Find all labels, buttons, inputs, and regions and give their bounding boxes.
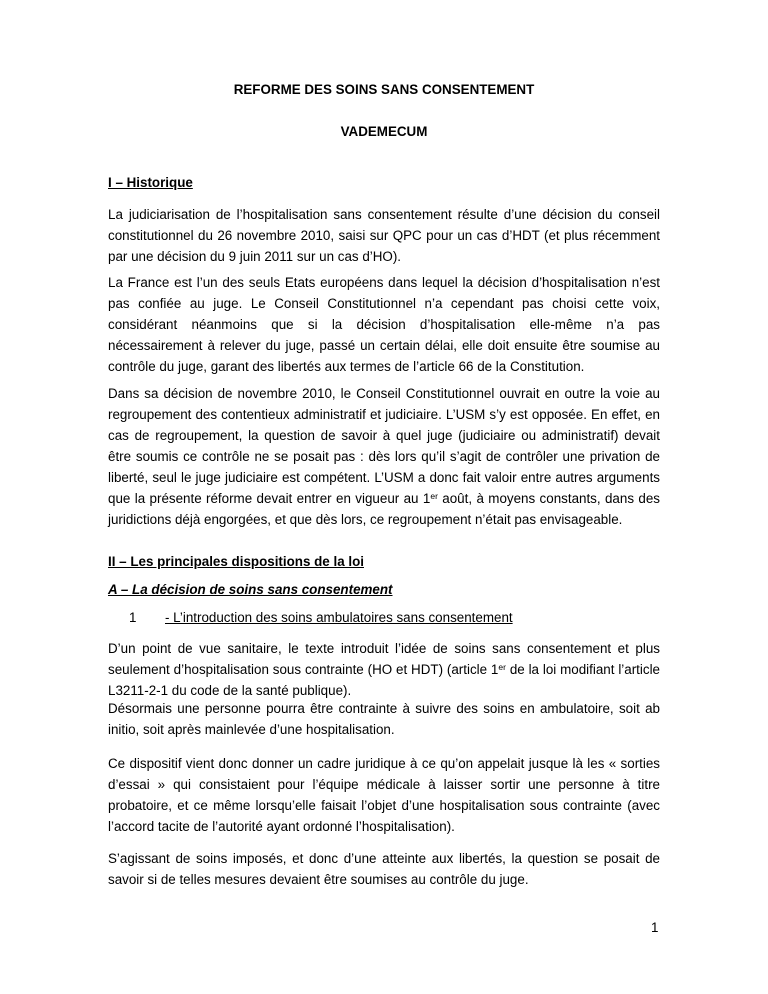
paragraph: La judiciarisation de l’hospitalisation sans consentement résulte d’une décision du conseil constitutionnel du 26 novembre 2010, saisi sur QPC pour un cas d’HDT (et plus récemment par une décision du 9 juin 2011 sur un cas d’HO). xyxy=(108,207,660,264)
list-item-number: 1 xyxy=(129,610,137,625)
paragraph: Désormais une personne pourra être contrainte à suivre des soins en ambulatoire, soit ab initio, soit après mainlevée d’une hospitalisation. xyxy=(108,701,660,737)
superscript: er xyxy=(430,491,438,501)
paragraph: Ce dispositif vient donc donner un cadre juridique à ce qu’on appelait jusque là les « sorties d’essai » qui consistaient pour l’équipe médicale à laisser sortir une personne à titre probatoire, et ce même lorsqu’elle faisait l’objet d’une hospitalisation sous contrainte (avec l’accord tacite de l’autorité ayant ordonné l’hospitalisation). xyxy=(108,756,660,834)
section-heading-dispositions: II – Les principales dispositions de la loi xyxy=(108,554,364,569)
list-item-label: - L’introduction des soins ambulatoires sans consentement xyxy=(165,610,513,625)
document-title: REFORME DES SOINS SANS CONSENTEMENT xyxy=(233,82,535,97)
superscript: er xyxy=(498,662,506,672)
paragraph: D’un point de vue sanitaire, le texte introduit l’idée de soins sans consentement et plus seulement d’hospitalisation sous contrainte (HO et HDT) (article 1er de la loi modifiant l’article L3211-2-1 du code de la santé publique). xyxy=(108,641,660,698)
subsection-heading: A – La décision de soins sans consentement xyxy=(108,582,393,597)
section-heading-historique: I – Historique xyxy=(108,175,193,190)
paragraph: S’agissant de soins imposés, et donc d’une atteinte aux libertés, la question se posait de savoir si de telles mesures devaient être soumises au contrôle du juge. xyxy=(108,851,660,887)
document-subtitle: VADEMECUM xyxy=(340,124,428,139)
paragraph: La France est l’un des seuls Etats européens dans lequel la décision d’hospitalisation n’est pas confiée au juge. Le Conseil Constitutionnel n’a cependant pas choisi cette voix, considérant néanmoins que si la décision d’hospitalisation elle-même n’a pas nécessairement à relever du juge, passé un certain délai, elle doit ensuite être soumise au contrôle du juge, garant des libertés aux termes de l’article 66 de la Constitution. xyxy=(108,275,660,374)
paragraph: Dans sa décision de novembre 2010, le Conseil Constitutionnel ouvrait en outre la voie au regroupement des contentieux administratif et judiciaire. L’USM s’y est opposée. En effet, en cas de regroupement, la question de savoir à quel juge (judiciaire ou administratif) devait être soumis ce contrôle ne se posait pas : dès lors qu’il s’agit de contrôler une privation de liberté, seul le juge judiciaire est compétent. L’USM a donc fait valoir entre autres arguments que la présente réforme devait entrer en vigueur au 1er août, à moyens constants, dans des juridictions déjà engorgées, et que dès lors, ce regroupement n’était pas envisageable. xyxy=(108,386,660,527)
page-number: 1 xyxy=(651,920,659,935)
